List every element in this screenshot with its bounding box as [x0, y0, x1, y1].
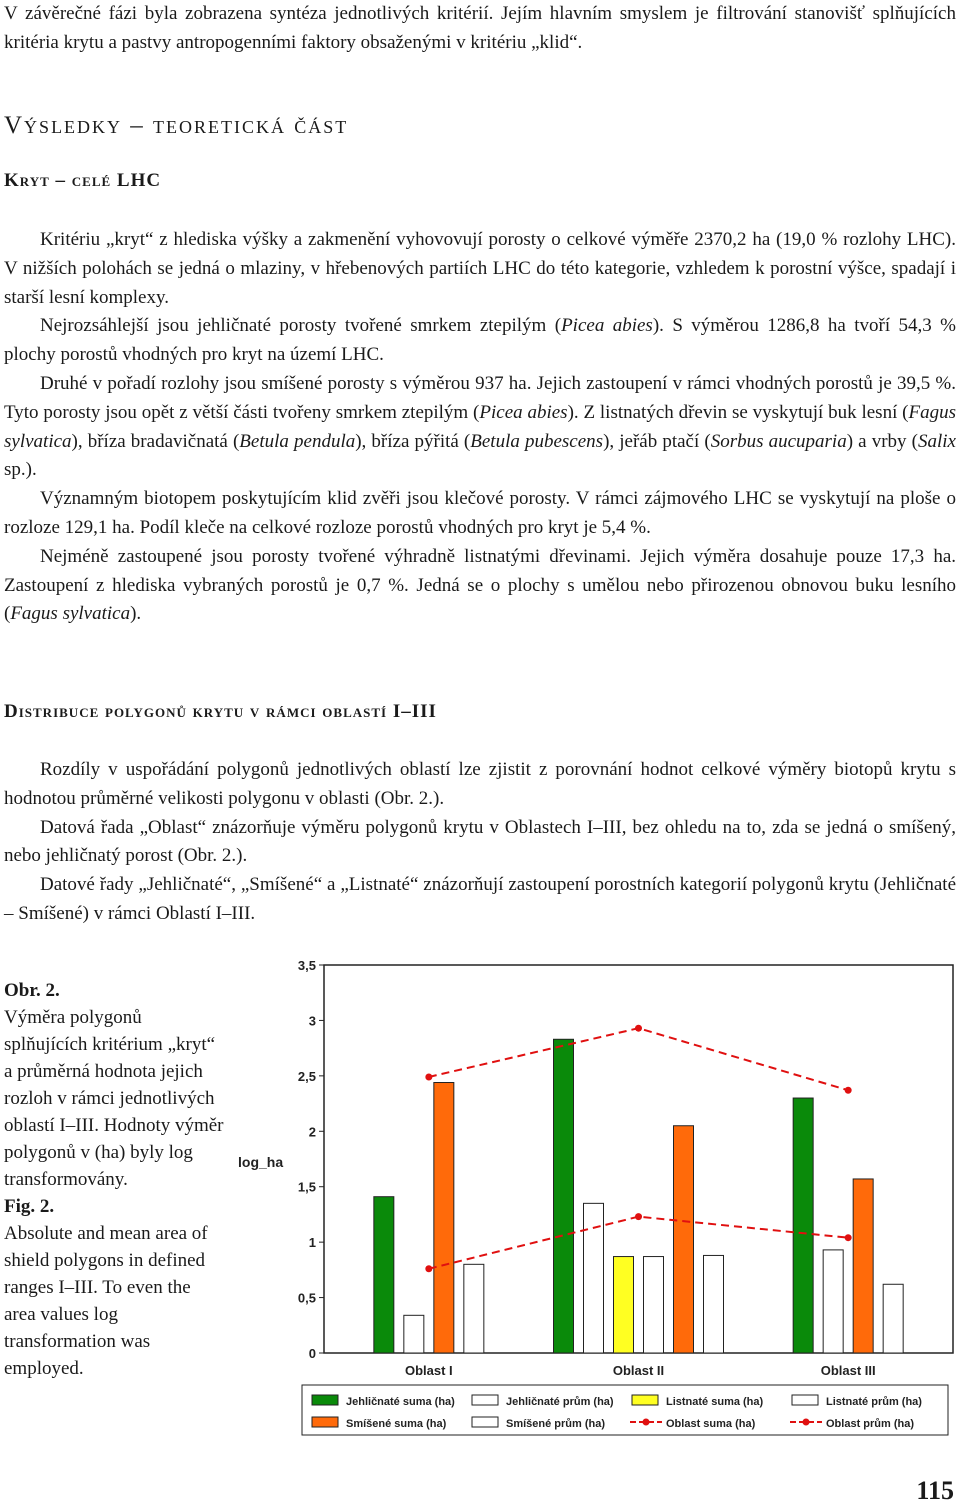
page-number: 115: [916, 1476, 954, 1505]
main-heading: Výsledky – teoretická část: [4, 112, 349, 139]
distribuce-section: [4, 756, 956, 929]
line-point: [845, 1087, 852, 1094]
legend-marker: [803, 1419, 810, 1426]
bar: [434, 1083, 454, 1353]
legend-label: Oblast suma (ha): [666, 1418, 756, 1430]
intro-paragraph: V závěrečné fázi byla zobrazena syntéza jednotlivých kritérií. Jejím hlavním smyslem je filtrování stanovišť splňujících kritéria krytu a pastvy antropogenními faktory obsaženými v kritériu „klid“.: [4, 3, 956, 53]
x-category-label: Oblast II: [612, 1363, 665, 1378]
legend-swatch: [472, 1417, 498, 1427]
caption-obr-label: Obr. 2.: [4, 980, 60, 1001]
y-tick-label: 0: [308, 1346, 316, 1361]
legend-label: Listnaté suma (ha): [666, 1396, 764, 1408]
figure-caption: [4, 977, 224, 1382]
kryt-paragraph-3: Druhé v pořadí rozlohy jsou smíšené porosty s výměrou 937 ha. Jejich zastoupení v rámci vhodných porostů je 39,5 %. Tyto porosty jsou opět z větší části tvořeny smrkem ztepilým (Picea abies). Z listnatých dřevin se vyskytují buk lesní (Fagus sylvatica), bříza bradavičnatá (Betula pendula), bříza pýřitá (Betula pubescens), jeřáb ptačí (Sorbus aucuparia) a vrby (Salix sp.).: [4, 372, 957, 481]
line-point: [425, 1265, 432, 1272]
legend-swatch: [312, 1395, 338, 1405]
line-point: [845, 1234, 852, 1241]
bar: [823, 1250, 843, 1353]
kryt-heading: Kryt – celé LHC: [4, 170, 162, 191]
y-tick-label: 0,5: [297, 1290, 316, 1306]
legend-label: Smíšené suma (ha): [346, 1418, 447, 1430]
legend-swatch: [632, 1395, 658, 1405]
bar: [793, 1098, 813, 1353]
bar: [644, 1257, 664, 1353]
bar: [853, 1179, 873, 1353]
distribuce-paragraph-2: Datová řada „Oblast“ znázorňuje výměru polygonů krytu v Oblastech I–III, bez ohledu na to, zda se jedná o smíšený, nebo jehličnatý porost (Obr. 2.).: [4, 816, 956, 867]
kryt-paragraph-4: Významným biotopem poskytujícím klid zvěři jsou klečové porosty. V rámci zájmového LHC se vyskytují na ploše o rozloze 129,1 ha. Podíl kleče na celkové rozloze porostů vhodných pro kryt je 5,4 %.: [4, 488, 956, 538]
legend-swatch: [472, 1395, 498, 1405]
y-tick-label: 3: [308, 1013, 316, 1029]
caption-fig-label: Fig. 2.: [4, 1196, 55, 1217]
x-category-label: Oblast III: [820, 1363, 876, 1378]
bar: [464, 1264, 484, 1353]
distribuce-paragraph-3: Datové řady „Jehličnaté“, „Smíšené“ a „Listnaté“ znázorňují zastoupení porostních kategorií polygonů krytu (Jehličnaté – Smíšené) v rámci Oblastí I–III.: [4, 874, 956, 924]
y-tick-label: 3,5: [297, 958, 316, 973]
legend-swatch: [792, 1395, 818, 1405]
bar: [374, 1197, 394, 1353]
bar: [674, 1126, 694, 1353]
kryt-paragraph-5: Nejméně zastoupené jsou porosty tvořené výhradně listnatými dřevinami. Jejich výměra dosahuje pouze 17,3 ha. Zastoupení z hlediska vybraných porostů je 0,7 %. Jedná se o plochy s umělou nebo přirozenou obnovou buku lesního (Fagus sylvatica).: [4, 545, 956, 625]
legend-label: Jehličnaté suma (ha): [346, 1396, 455, 1408]
caption-fig-text: Absolute and mean area of shield polygons in defined ranges I–III. To even the area values log transformation was employed.: [4, 1223, 208, 1379]
x-category-label: Oblast I: [404, 1363, 453, 1378]
intro-section: [4, 0, 956, 58]
y-axis-label: log_ha: [238, 1154, 284, 1170]
legend-label: Oblast prům (ha): [826, 1418, 915, 1430]
bar: [704, 1255, 724, 1353]
line-point: [635, 1025, 642, 1032]
bar: [883, 1284, 903, 1353]
area-chart: [236, 955, 956, 1440]
legend-swatch: [312, 1417, 338, 1427]
legend-label: Jehličnaté prům (ha): [506, 1396, 614, 1408]
bar: [404, 1315, 424, 1353]
bar: [614, 1257, 634, 1353]
legend-label: Smíšené prům (ha): [506, 1418, 606, 1430]
kryt-section: [4, 226, 956, 629]
caption-obr-text: Výměra polygonů splňujících kritérium „kryt“ a průměrná hodnota jejich rozloh v rámci jednotlivých oblastí I–III. Hodnoty výměr polygonů v (ha) byly log transformovány.: [4, 1007, 224, 1190]
y-tick-label: 1: [308, 1235, 316, 1251]
y-tick-label: 2,5: [297, 1068, 316, 1084]
line-point: [635, 1213, 642, 1220]
bar: [554, 1039, 574, 1353]
line-point: [425, 1073, 432, 1080]
distribuce-heading: Distribuce polygonů krytu v rámci oblastí I–III: [4, 701, 437, 722]
legend-label: Listnaté prům (ha): [826, 1396, 922, 1408]
y-tick-label: 2: [308, 1124, 316, 1140]
y-tick-label: 1,5: [297, 1179, 316, 1195]
legend-marker: [643, 1419, 650, 1426]
kryt-paragraph-1: Kritériu „kryt“ z hlediska výšky a zakmenění vyhovovují porosty o celkové výměře 2370,2 ha (19,0 % rozlohy LHC). V nižších polohách se jedná o mlaziny, v hřebenových partiích LHC do této kategorie, vzhledem k porostní výšce, spadají i starší lesní komplexy.: [4, 229, 956, 308]
distribuce-paragraph-1: Rozdíly v uspořádání polygonů jednotlivých oblastí lze zjistit z porovnání hodnot celkové výměry biotopů krytu s hodnotou průměrné velikosti polygonu v oblasti (Obr. 2.).: [4, 759, 956, 809]
kryt-paragraph-2: Nejrozsáhlejší jsou jehličnaté porosty tvořené smrkem ztepilým (Picea abies). S výměrou 1286,8 ha tvoří 54,3 % plochy porostů vhodných pro kryt na území LHC.: [4, 315, 957, 366]
